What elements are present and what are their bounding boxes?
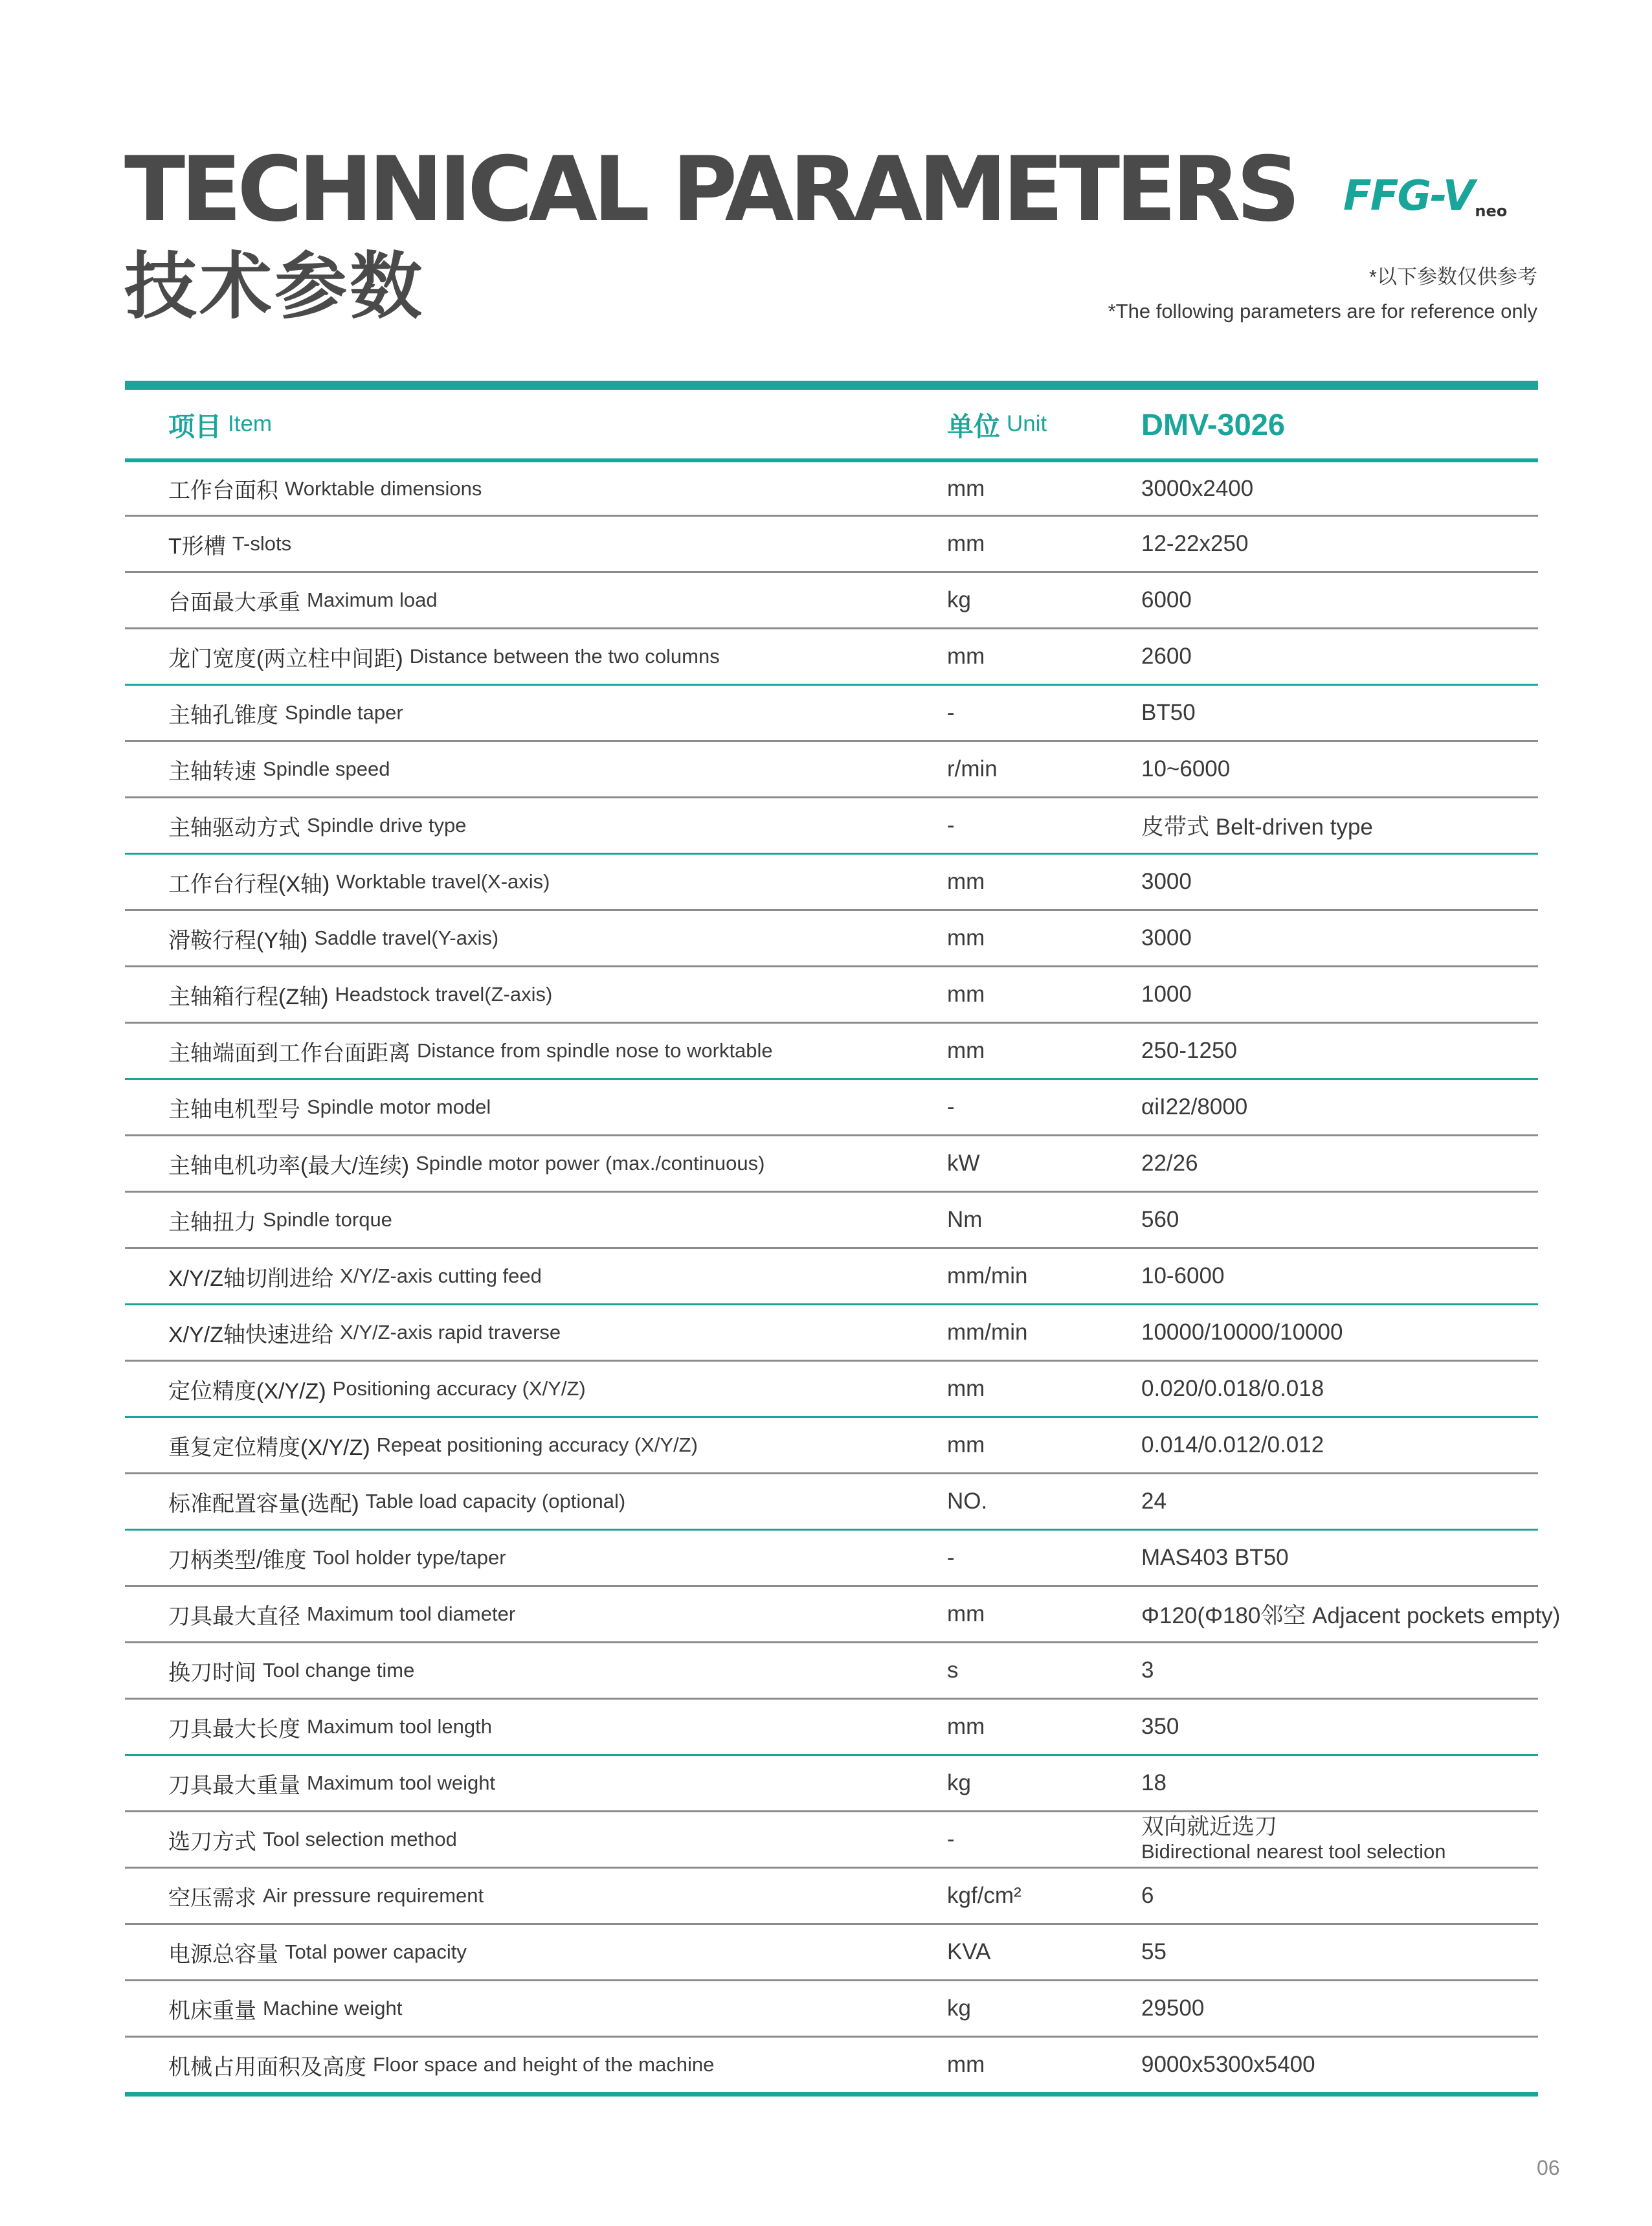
item-label-en: Tool selection method <box>263 1828 457 1850</box>
table-row <box>125 1810 1538 1867</box>
table-row <box>125 796 1538 853</box>
item-cell <box>168 629 720 684</box>
table-row <box>125 740 1538 796</box>
item-label-en: Maximum tool weight <box>307 1771 496 1794</box>
unit-cell: kW <box>947 1151 980 1176</box>
value-cell: 0.020/0.018/0.018 <box>1141 1376 1324 1401</box>
item-label-en: Total power capacity <box>285 1940 467 1963</box>
header-model: DMV-3026 <box>1141 407 1286 442</box>
item-cell <box>168 573 438 627</box>
unit-cell: mm <box>947 925 985 950</box>
unit-cell: mm <box>947 869 985 894</box>
table-row <box>125 965 1538 1022</box>
table-row <box>125 571 1538 627</box>
reference-note-en: *The following parameters are for reference only <box>1108 300 1537 322</box>
logo-main-text: FFG-V <box>1343 172 1474 220</box>
item-label-cn: 刀具最大重量 <box>168 1773 300 1798</box>
value-cell: 55 <box>1141 1939 1166 1964</box>
item-label-en: Air pressure requirement <box>263 1884 484 1907</box>
value-cell: 3000 <box>1141 925 1192 950</box>
item-label-en: Spindle motor power (max./continuous) <box>416 1152 765 1175</box>
item-label-cn: X/Y/Z轴切削进给 <box>168 1266 334 1291</box>
item-cell <box>168 798 466 853</box>
value-cell: Φ120(Φ180邻空 Adjacent pockets empty) <box>1141 1603 1561 1628</box>
item-cell <box>168 1531 506 1585</box>
value-cell: 3 <box>1141 1658 1154 1683</box>
header-unit-cell <box>947 390 1047 458</box>
item-cell <box>168 1305 561 1360</box>
header-model-cell <box>1141 390 1285 458</box>
value-line-en: Bidirectional nearest tool selection <box>1141 1840 1446 1863</box>
item-label-en: Table load capacity (optional) <box>365 1490 626 1512</box>
table-header-row <box>125 390 1538 458</box>
item-cell <box>168 855 550 909</box>
item-label-cn: 刀柄类型/锥度 <box>168 1547 307 1573</box>
table-row <box>125 909 1538 965</box>
item-label-cn: 刀具最大长度 <box>168 1716 300 1742</box>
table-row <box>125 1641 1538 1698</box>
value-cell: 6000 <box>1141 587 1192 613</box>
item-label-en: Spindle drive type <box>307 814 467 837</box>
unit-cell: kg <box>947 1996 971 2021</box>
item-cell <box>168 1925 467 1979</box>
item-cell <box>168 2038 714 2092</box>
unit-cell: mm <box>947 644 985 669</box>
unit-cell: mm <box>947 1601 985 1626</box>
value-cell: 3000x2400 <box>1141 475 1254 501</box>
item-label-en: Spindle taper <box>285 701 403 724</box>
table-row <box>125 1698 1538 1754</box>
item-label-en: Distance between the two columns <box>409 645 720 668</box>
item-label-cn: 主轴端面到工作台面距离 <box>168 1040 410 1066</box>
value-cell: 1000 <box>1141 982 1192 1007</box>
item-label-en: Worktable travel(X-axis) <box>336 870 550 893</box>
item-label-cn: 机床重量 <box>168 1998 256 2023</box>
table-row <box>125 1754 1538 1810</box>
unit-cell: mm <box>947 2052 985 2077</box>
item-cell <box>168 1981 402 2036</box>
table-row <box>125 1923 1538 1979</box>
table-row <box>125 627 1538 684</box>
item-label-cn: 空压需求 <box>168 1885 256 1911</box>
table-row <box>125 515 1538 571</box>
table-row <box>125 1472 1538 1529</box>
item-label-cn: 台面最大承重 <box>168 590 300 615</box>
page-title-cn: 技术参数 <box>124 245 425 329</box>
item-label-en: Worktable dimensions <box>285 477 482 500</box>
unit-cell: mm <box>947 982 985 1007</box>
table-row <box>125 2036 1538 2092</box>
item-cell <box>168 1756 495 1810</box>
item-label-en: Maximum tool length <box>307 1715 493 1738</box>
table-row <box>125 1022 1538 1078</box>
item-label-en: Machine weight <box>263 1997 403 2019</box>
item-label-cn: 机械占用面积及高度 <box>168 2054 366 2080</box>
value-cell: 18 <box>1141 1770 1166 1795</box>
unit-cell: - <box>947 1545 955 1570</box>
value-line-cn: 双向就近选刀 <box>1141 1814 1278 1839</box>
value-cell: 0.014/0.012/0.012 <box>1141 1432 1324 1457</box>
item-cell <box>168 462 482 515</box>
table-row <box>125 684 1538 740</box>
table-row <box>125 1416 1538 1472</box>
item-cell <box>168 1249 542 1303</box>
table-row <box>125 1867 1538 1923</box>
item-label-cn: 主轴转速 <box>168 759 256 784</box>
item-label-en: Tool holder type/taper <box>313 1546 506 1569</box>
unit-cell: Nm <box>947 1207 983 1232</box>
value-cell: 10000/10000/10000 <box>1141 1320 1343 1345</box>
item-label-en: Maximum load <box>307 589 438 611</box>
table-row <box>125 1078 1538 1134</box>
item-cell <box>168 1136 765 1191</box>
item-cell <box>168 1812 457 1867</box>
table-row <box>125 458 1538 515</box>
item-label-cn: T形槽 <box>168 534 226 559</box>
header-item-cell <box>168 390 272 458</box>
item-label-cn: 主轴扭力 <box>168 1209 256 1235</box>
value-cell: 350 <box>1141 1714 1179 1739</box>
item-label-cn: 主轴驱动方式 <box>168 815 300 840</box>
item-label-en: X/Y/Z-axis cutting feed <box>340 1265 542 1287</box>
value-cell: 560 <box>1141 1207 1179 1232</box>
item-label-en: Positioning accuracy (X/Y/Z) <box>332 1377 586 1400</box>
table-row <box>125 1247 1538 1303</box>
item-label-en: Spindle speed <box>263 758 390 780</box>
item-label-cn: 主轴孔锥度 <box>168 703 278 728</box>
item-label-en: Distance from spindle nose to worktable <box>417 1039 773 1062</box>
item-label-cn: 龙门宽度(两立柱中间距) <box>168 646 403 671</box>
table-row <box>125 1529 1538 1585</box>
unit-cell: kg <box>947 1770 971 1795</box>
item-cell <box>168 686 403 740</box>
table-row <box>125 1979 1538 2036</box>
item-label-cn: 重复定位精度(X/Y/Z) <box>168 1435 370 1460</box>
item-label-en: Floor space and height of the machine <box>373 2053 715 2076</box>
unit-cell: NO. <box>947 1489 988 1514</box>
item-label-cn: 工作台面积 <box>168 478 278 503</box>
item-label-en: Maximum tool diameter <box>307 1602 516 1625</box>
item-label-cn: 换刀时间 <box>168 1660 256 1685</box>
item-label-en: Spindle torque <box>263 1208 392 1231</box>
value-cell: MAS403 BT50 <box>1141 1545 1289 1570</box>
table-row <box>125 1134 1538 1191</box>
item-label-cn: 工作台行程(X轴) <box>168 871 330 897</box>
header-item-cn: 项目 <box>168 411 221 442</box>
unit-cell: kg <box>947 587 971 613</box>
header-item-en: Item <box>228 411 273 436</box>
value-cell: BT50 <box>1141 700 1196 725</box>
value-cell: 2600 <box>1141 644 1192 669</box>
table-row <box>125 1585 1561 1641</box>
unit-cell: mm <box>947 531 985 556</box>
unit-cell: mm <box>947 1714 985 1739</box>
table-row <box>125 1303 1538 1360</box>
unit-cell: mm/min <box>947 1320 1028 1345</box>
value-cell: 22/26 <box>1141 1151 1198 1176</box>
parameters-table <box>125 381 1561 2097</box>
item-label-en: Spindle motor model <box>307 1096 491 1118</box>
item-cell <box>168 1643 414 1698</box>
item-cell <box>168 1700 492 1754</box>
unit-cell: mm <box>947 475 985 501</box>
unit-cell: mm <box>947 1038 985 1063</box>
item-label-en: T-slots <box>232 532 292 555</box>
unit-cell: KVA <box>947 1939 991 1964</box>
unit-cell: mm <box>947 1376 985 1401</box>
item-label-en: Repeat positioning accuracy (X/Y/Z) <box>376 1433 698 1456</box>
item-label-cn: 选刀方式 <box>168 1829 256 1854</box>
unit-cell: r/min <box>947 756 998 781</box>
item-cell <box>168 517 291 571</box>
item-cell <box>168 1418 698 1472</box>
table-body <box>125 458 1561 2092</box>
value-cell: 24 <box>1141 1489 1166 1514</box>
item-cell <box>168 742 390 796</box>
reference-note-cn: *以下参数仅供参考 <box>1368 265 1537 288</box>
unit-cell: - <box>947 1094 955 1119</box>
unit-cell: mm/min <box>947 1263 1028 1288</box>
table-row <box>125 1191 1538 1247</box>
item-label-cn: 定位精度(X/Y/Z) <box>168 1378 326 1404</box>
item-label-en: Headstock travel(Z-axis) <box>335 983 553 1006</box>
item-cell <box>168 911 498 965</box>
unit-cell: s <box>947 1658 959 1683</box>
unit-cell: kgf/cm² <box>947 1883 1021 1908</box>
value-cell: 12-22x250 <box>1141 531 1249 556</box>
value-cell: 9000x5300x5400 <box>1141 2052 1315 2077</box>
item-cell <box>168 1193 392 1247</box>
unit-cell: mm <box>947 1432 985 1457</box>
item-cell <box>168 967 552 1022</box>
item-label-cn: X/Y/Z轴快速进给 <box>168 1322 334 1347</box>
item-cell <box>168 1362 586 1416</box>
item-cell <box>168 1080 491 1134</box>
unit-cell: - <box>947 700 955 725</box>
logo-sub-text: neo <box>1475 202 1508 220</box>
item-label-cn: 主轴电机型号 <box>168 1097 300 1122</box>
item-label-en: X/Y/Z-axis rapid traverse <box>340 1321 561 1343</box>
item-cell <box>168 1024 773 1078</box>
item-label-cn: 主轴箱行程(Z轴) <box>168 984 329 1009</box>
value-cell: αiI22/8000 <box>1141 1094 1248 1119</box>
value-cell: 皮带式 Belt-driven type <box>1141 815 1373 840</box>
value-cell <box>1141 1812 1446 1867</box>
table-row <box>125 1360 1538 1416</box>
value-cell: 3000 <box>1141 869 1192 894</box>
value-cell: 10~6000 <box>1141 756 1231 781</box>
item-cell <box>168 1587 515 1641</box>
value-cell: 6 <box>1141 1883 1154 1908</box>
item-label-cn: 滑鞍行程(Y轴) <box>168 928 308 953</box>
item-cell <box>168 1869 484 1923</box>
item-label-cn: 刀具最大直径 <box>168 1604 300 1629</box>
page-number: 06 <box>1537 2156 1560 2179</box>
item-label-cn: 电源总容量 <box>168 1942 278 1967</box>
item-label-cn: 标准配置容量(选配) <box>168 1491 359 1516</box>
item-label-en: Saddle travel(Y-axis) <box>314 927 499 949</box>
header-unit-cn: 单位 <box>947 411 1000 442</box>
value-cell: 29500 <box>1141 1996 1205 2021</box>
unit-cell: - <box>947 1827 955 1852</box>
header-unit-en: Unit <box>1007 411 1047 436</box>
value-cell: 10-6000 <box>1141 1263 1225 1288</box>
brand-logo <box>1343 167 1537 225</box>
item-label-cn: 主轴电机功率(最大/连续) <box>168 1153 410 1178</box>
table-row <box>125 853 1538 909</box>
item-cell <box>168 1474 625 1529</box>
item-label-en: Tool change time <box>263 1659 415 1681</box>
value-cell: 250-1250 <box>1141 1038 1237 1063</box>
unit-cell: - <box>947 813 955 838</box>
page-title-en: TECHNICAL PARAMETERS <box>124 137 1297 242</box>
